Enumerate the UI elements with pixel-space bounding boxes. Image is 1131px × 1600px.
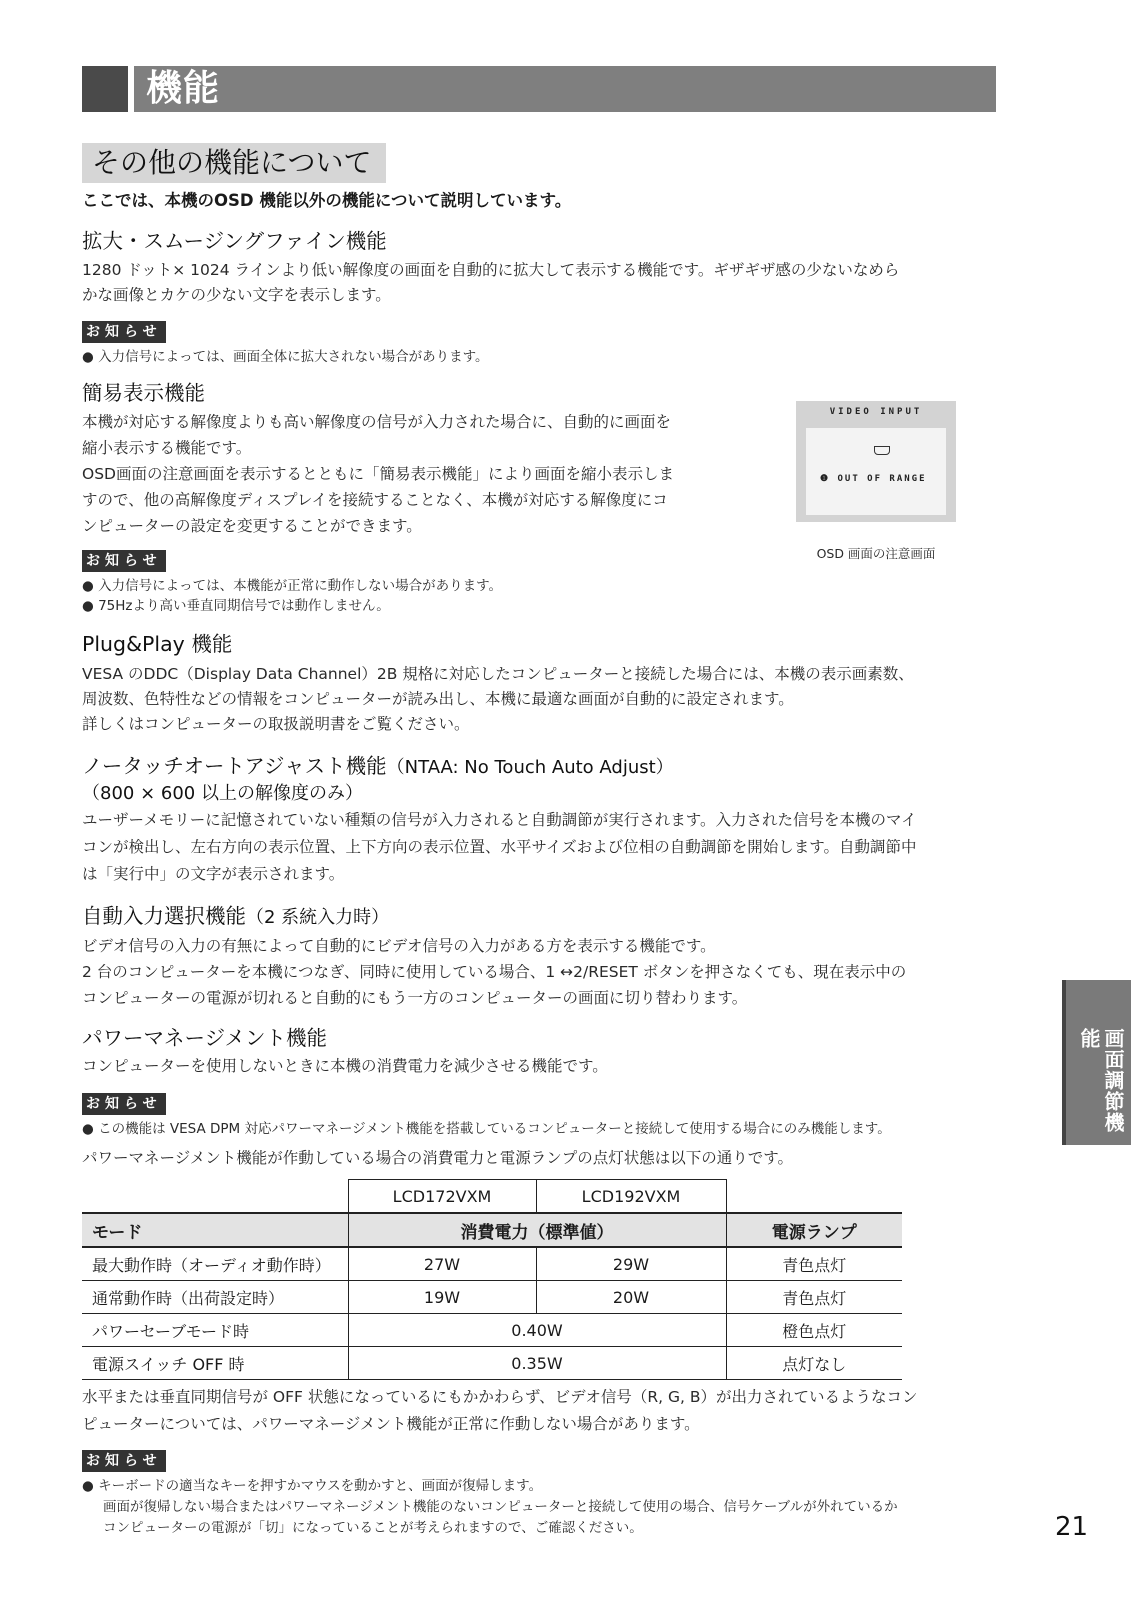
ntaa-line-3: は「実行中」の文字が表示されます。: [82, 865, 345, 883]
row-power: 0.40W: [348, 1314, 726, 1347]
power-after-2: ピューターについては、パワーマネージメント機能が正常に作動しない場合があります。: [82, 1415, 700, 1433]
side-tab-label: 画面調節機能: [1077, 1028, 1125, 1133]
header-lamp: 電源ランプ: [726, 1213, 902, 1247]
ntaa-heading: ノータッチオートアジャスト機能（NTAA: No Touch Auto Adjust）: [82, 754, 674, 778]
osd-message: ❶ OUT OF RANGE: [820, 474, 927, 484]
simple-line-3: OSD画面の注意画面を表示するとともに「簡易表示機能」により画面を縮小表示しま: [82, 465, 674, 483]
simple-note-1: ● 入力信号によっては、本機能が正常に動作しない場合があります。: [82, 578, 502, 594]
table-row: [82, 1314, 902, 1347]
table-row: [82, 1247, 902, 1281]
auto-input-line-2: 2 台のコンピューターを本機につなぎ、同時に使用している場合、1 ↔2/RESET ボタンを押さなくても、現在表示中の: [82, 963, 907, 981]
pnp-line-2: 周波数、色特性などの情報をコンピューターが読み出し、本機に最適な画面が自動的に設定されます。: [82, 690, 794, 708]
row-power-1: 19W: [348, 1281, 536, 1314]
page-title: 機能: [146, 68, 221, 109]
row-mode: パワーセーブモード時: [82, 1314, 348, 1347]
header-mode: モード: [82, 1213, 348, 1247]
auto-input-line-1: ビデオ信号の入力の有無によって自動的にビデオ信号の入力がある方を表示する機能です。: [82, 937, 716, 955]
note-tag: お知らせ: [82, 321, 166, 343]
final-note-3: コンピューターの電源が「切」になっていることが考えられますので、ご確認ください。: [103, 1520, 643, 1536]
simple-line-1: 本機が対応する解像度よりも高い解像度の信号が入力された場合に、自動的に画面を: [82, 413, 672, 431]
row-lamp: 橙色点灯: [726, 1314, 902, 1347]
page-number: 21: [1055, 1512, 1089, 1542]
osd-title: VIDEO INPUT: [829, 407, 923, 417]
power-heading: パワーマネージメント機能: [82, 1026, 327, 1050]
zoom-line-2: かな画像とカケの少ない文字を表示します。: [82, 286, 391, 304]
power-table: [82, 1179, 902, 1380]
ntaa-line-1: ユーザーメモリーに記憶されていない種類の信号が入力されると自動調節が実行されます。入力された信号を本機のマイ: [82, 811, 917, 829]
final-note-1: ● キーボードの適当なキーを押すかマウスを動かすと、画面が復帰します。: [82, 1478, 543, 1494]
note-tag: お知らせ: [82, 1450, 166, 1472]
power-line-1: コンピューターを使用しないときに本機の消費電力を減少させる機能です。: [82, 1057, 608, 1075]
row-lamp: 青色点灯: [726, 1247, 902, 1281]
note-tag: お知らせ: [82, 1093, 166, 1115]
header-marker: [82, 66, 128, 112]
auto-input-heading: 自動入力選択機能（2 系統入力時）: [82, 904, 390, 928]
table-row: [82, 1281, 902, 1314]
table-header-row: [82, 1213, 902, 1247]
simple-line-2: 縮小表示する機能です。: [82, 439, 252, 457]
table-row: [82, 1347, 902, 1380]
power-table-intro: パワーマネージメント機能が作動している場合の消費電力と電源ランプの点灯状態は以下の通りです。: [82, 1149, 793, 1167]
connector-icon: [874, 446, 890, 455]
header-bar: [134, 66, 996, 112]
row-mode: 電源スイッチ OFF 時: [82, 1347, 348, 1380]
model-row: [82, 1180, 902, 1214]
simple-heading: 簡易表示機能: [82, 381, 205, 405]
osd-warning-image: [796, 401, 956, 522]
simple-note-2: ● 75Hzより高い垂直同期信号では動作しません。: [82, 598, 390, 614]
ntaa-subheading: （800 × 600 以上の解像度のみ）: [82, 783, 363, 804]
simple-line-4: すので、他の高解像度ディスプレイを接続することなく、本機が対応する解像度にコ: [82, 491, 668, 509]
power-after-1: 水平または垂直同期信号が OFF 状態になっているにもかかわらず、ビデオ信号（R, G, B）が出力されているようなコン: [82, 1388, 918, 1406]
intro-text: ここでは、本機のOSD 機能以外の機能について説明しています。: [82, 191, 572, 210]
power-note-1: ● この機能は VESA DPM 対応パワーマネージメント機能を搭載しているコンピューターと接続して使用する場合にのみ機能します。: [82, 1121, 891, 1137]
header-power: 消費電力（標準値）: [348, 1213, 726, 1247]
row-power: 0.35W: [348, 1347, 726, 1380]
pnp-heading: Plug&Play 機能: [82, 632, 233, 656]
note-tag: お知らせ: [82, 550, 166, 572]
pnp-line-1: VESA のDDC（Display Data Channel）2B 規格に対応したコンピューターと接続した場合には、本機の表示画素数、: [82, 665, 914, 683]
row-lamp: 点灯なし: [726, 1347, 902, 1380]
zoom-note-1: ● 入力信号によっては、画面全体に拡大されない場合があります。: [82, 349, 489, 365]
row-power-2: 29W: [536, 1247, 726, 1281]
pnp-line-3: 詳しくはコンピューターの取扱説明書をご覧ください。: [82, 715, 470, 733]
row-lamp: 青色点灯: [726, 1281, 902, 1314]
osd-caption: OSD 画面の注意画面: [816, 546, 936, 561]
row-mode: 通常動作時（出荷設定時）: [82, 1281, 348, 1314]
row-mode: 最大動作時（オーディオ動作時）: [82, 1247, 348, 1281]
final-note-2: 画面が復帰しない場合またはパワーマネージメント機能のないコンピューターと接続して使用の場合、信号ケーブルが外れているか: [103, 1499, 898, 1515]
row-power-1: 27W: [348, 1247, 536, 1281]
chapter-side-tab[interactable]: [1062, 980, 1131, 1145]
osd-screen: [806, 428, 946, 515]
simple-line-5: ンピューターの設定を変更することができます。: [82, 517, 422, 535]
zoom-heading: 拡大・スムージングファイン機能: [82, 229, 387, 253]
row-power-2: 20W: [536, 1281, 726, 1314]
model-2: LCD192VXM: [536, 1180, 726, 1214]
ntaa-line-2: コンが検出し、左右方向の表示位置、上下方向の表示位置、水平サイズおよび位相の自動調節を開始します。自動調節中: [82, 838, 917, 856]
model-1: LCD172VXM: [348, 1180, 536, 1214]
auto-input-line-3: コンピューターの電源が切れると自動的にもう一方のコンピューターの画面に切り替わります。: [82, 989, 748, 1007]
section-title: その他の機能について: [92, 146, 372, 179]
zoom-line-1: 1280 ドット× 1024 ラインより低い解像度の画面を自動的に拡大して表示する機能です。ギザギザ感の少ないなめら: [82, 261, 900, 279]
